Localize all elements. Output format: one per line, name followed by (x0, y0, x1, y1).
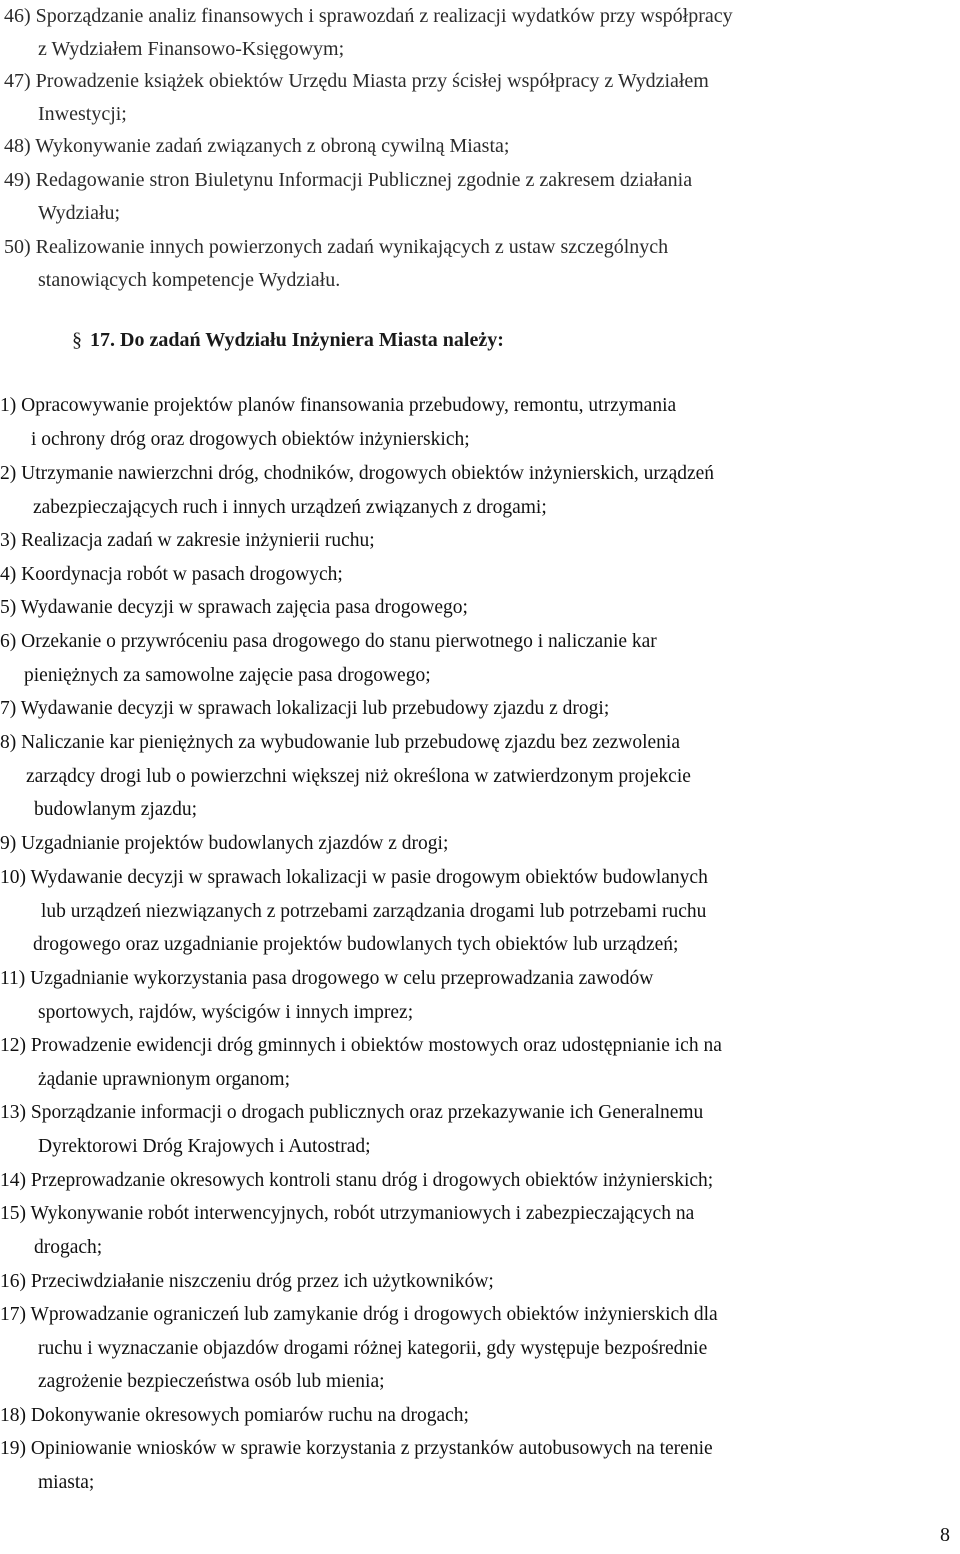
list-item-line: 50) Realizowanie innych powierzonych zadań wynikających z ustaw szczególnych (4, 236, 669, 258)
list-item-line: lub urządzeń niezwiązanych z potrzebami zarządzania drogami lub potrzebami ruchu (41, 900, 707, 922)
section-sign: § (72, 329, 82, 351)
list-item-line: zarządcy drogi lub o powierzchni większej niż określona w zatwierdzonym projekcie (26, 765, 691, 787)
list-item (0, 1164, 713, 1198)
list-item (4, 231, 668, 296)
list-item-line: budowlanym zjazdu; (34, 799, 197, 821)
list-item-line: 47) Prowadzenie książek obiektów Urzędu Miasta przy ścisłej współpracy z Wydziałem (4, 70, 709, 92)
list-item-line: 14) Przeprowadzanie okresowych kontroli stanu dróg i drogowych obiektów inżynierskich; (0, 1170, 714, 1191)
list-item-line: 4) Koordynacja robót w pasach drogowych; (0, 564, 343, 585)
list-item-line: Wydziału; (38, 201, 121, 224)
list-item-line: 5) Wydawanie decyzji w sprawach zajęcia pasa drogowego; (0, 597, 468, 618)
list-item-line: 13) Sporządzanie informacji o drogach publicznych oraz przekazywanie ich Generalnemu (0, 1102, 704, 1123)
list-item-line: 2) Utrzymanie nawierzchni dróg, chodników, drogowych obiektów inżynierskich, urządzeń (0, 463, 715, 484)
list-item-line: drogowego oraz uzgadnianie projektów budowlanych tych obiektów lub urządzeń; (33, 934, 679, 956)
list-item-line: 12) Prowadzenie ewidencji dróg gminnych i obiektów mostowych oraz udostępnianie ich na (0, 1035, 722, 1056)
list-item-line: żądanie uprawnionym organom; (38, 1068, 290, 1090)
list-item (0, 726, 691, 827)
list-item (0, 625, 657, 692)
list-item (0, 1298, 718, 1399)
list-item (0, 1029, 722, 1096)
list-item-line: ruchu i wyznaczanie objazdów drogami różnej kategorii, gdy występuje bezpośrednie (38, 1337, 708, 1359)
list-item-line: 18) Dokonywanie okresowych pomiarów ruchu na drogach; (0, 1405, 469, 1426)
list-item-line: i ochrony dróg oraz drogowych obiektów inżynierskich; (31, 428, 470, 450)
list-item-line: 48) Wykonywanie zadań związanych z obroną cywilną Miasta; (4, 135, 510, 157)
list-item-line: stanowiących kompetencje Wydziału. (38, 268, 341, 291)
list-item-line: 9) Uzgadnianie projektów budowlanych zjazdów z drogi; (0, 833, 449, 854)
list-item-line: Dyrektorowi Dróg Krajowych i Autostrad; (38, 1135, 371, 1157)
list-item-line: Inwestycji; (38, 102, 127, 125)
list-item-line: 10) Wydawanie decyzji w sprawach lokalizacji w pasie drogowym obiektów budowlanych (0, 867, 708, 888)
list-item (0, 962, 653, 1029)
list-item-line: 49) Redagowanie stron Biuletynu Informacji Publicznej zgodnie z zakresem działania (4, 169, 693, 191)
list-item (0, 1096, 703, 1163)
list-item (0, 1265, 494, 1299)
list-item (0, 827, 448, 861)
list-item (0, 591, 468, 625)
list-item-line: 15) Wykonywanie robót interwencyjnych, robót utrzymaniowych i zabezpieczających na (0, 1203, 695, 1224)
list-item-line: 7) Wydawanie decyzji w sprawach lokalizacji lub przebudowy zjazdu z drogi; (0, 698, 610, 719)
list-item-line: 3) Realizacja zadań w zakresie inżynierii ruchu; (0, 530, 375, 551)
list-item (0, 1197, 694, 1264)
list-item-line: zagrożenie bezpieczeństwa osób lub mienia; (38, 1371, 385, 1393)
list-item (0, 457, 714, 524)
list-item-line: sportowych, rajdów, wyścigów i innych imprez; (38, 1001, 414, 1023)
list-item-line: pieniężnych za samowolne zajęcie pasa drogowego; (24, 664, 431, 686)
list-item (0, 692, 609, 726)
list-item (4, 130, 509, 163)
section-title: 17. Do zadań Wydziału Inżyniera Miasta należy: (90, 329, 504, 351)
list-item-line: z Wydziałem Finansowo-Księgowym; (38, 37, 345, 60)
page-number: 8 (940, 1524, 950, 1546)
list-item (0, 558, 343, 592)
list-item (0, 524, 375, 558)
list-item-line: 46) Sporządzanie analiz finansowych i sprawozdań z realizacji wydatków przy współpracy (4, 5, 733, 27)
list-item-line: miasta; (38, 1471, 95, 1493)
list-item (0, 389, 676, 456)
list-item-line: 19) Opiniowanie wniosków w sprawie korzystania z przystanków autobusowych na terenie (0, 1438, 713, 1459)
list-item-line: 16) Przeciwdziałanie niszczeniu dróg przez ich użytkowników; (0, 1271, 494, 1292)
list-item-line: zabezpieczających ruch i innych urządzeń związanych z drogami; (33, 496, 547, 518)
list-item (0, 861, 708, 962)
list-item-line: 8) Naliczanie kar pieniężnych za wybudowanie lub przebudowę zjazdu bez zezwolenia (0, 732, 681, 753)
list-item (4, 164, 692, 229)
list-item-line: 17) Wprowadzanie ograniczeń lub zamykanie dróg i drogowych obiektów inżynierskich dla (0, 1304, 718, 1325)
list-item-line: 11) Uzgadnianie wykorzystania pasa drogowego w celu przeprowadzania zawodów (0, 968, 654, 989)
list-item (0, 1432, 713, 1499)
list-item (4, 65, 709, 130)
list-item-line: 6) Orzekanie o przywróceniu pasa drogowego do stanu pierwotnego i naliczanie kar (0, 631, 657, 652)
list-item (4, 0, 733, 65)
list-item-line: drogach; (34, 1236, 103, 1258)
section-heading (72, 324, 504, 356)
list-item-line: 1) Opracowywanie projektów planów finansowania przebudowy, remontu, utrzymania (0, 395, 677, 416)
list-item (0, 1399, 469, 1433)
